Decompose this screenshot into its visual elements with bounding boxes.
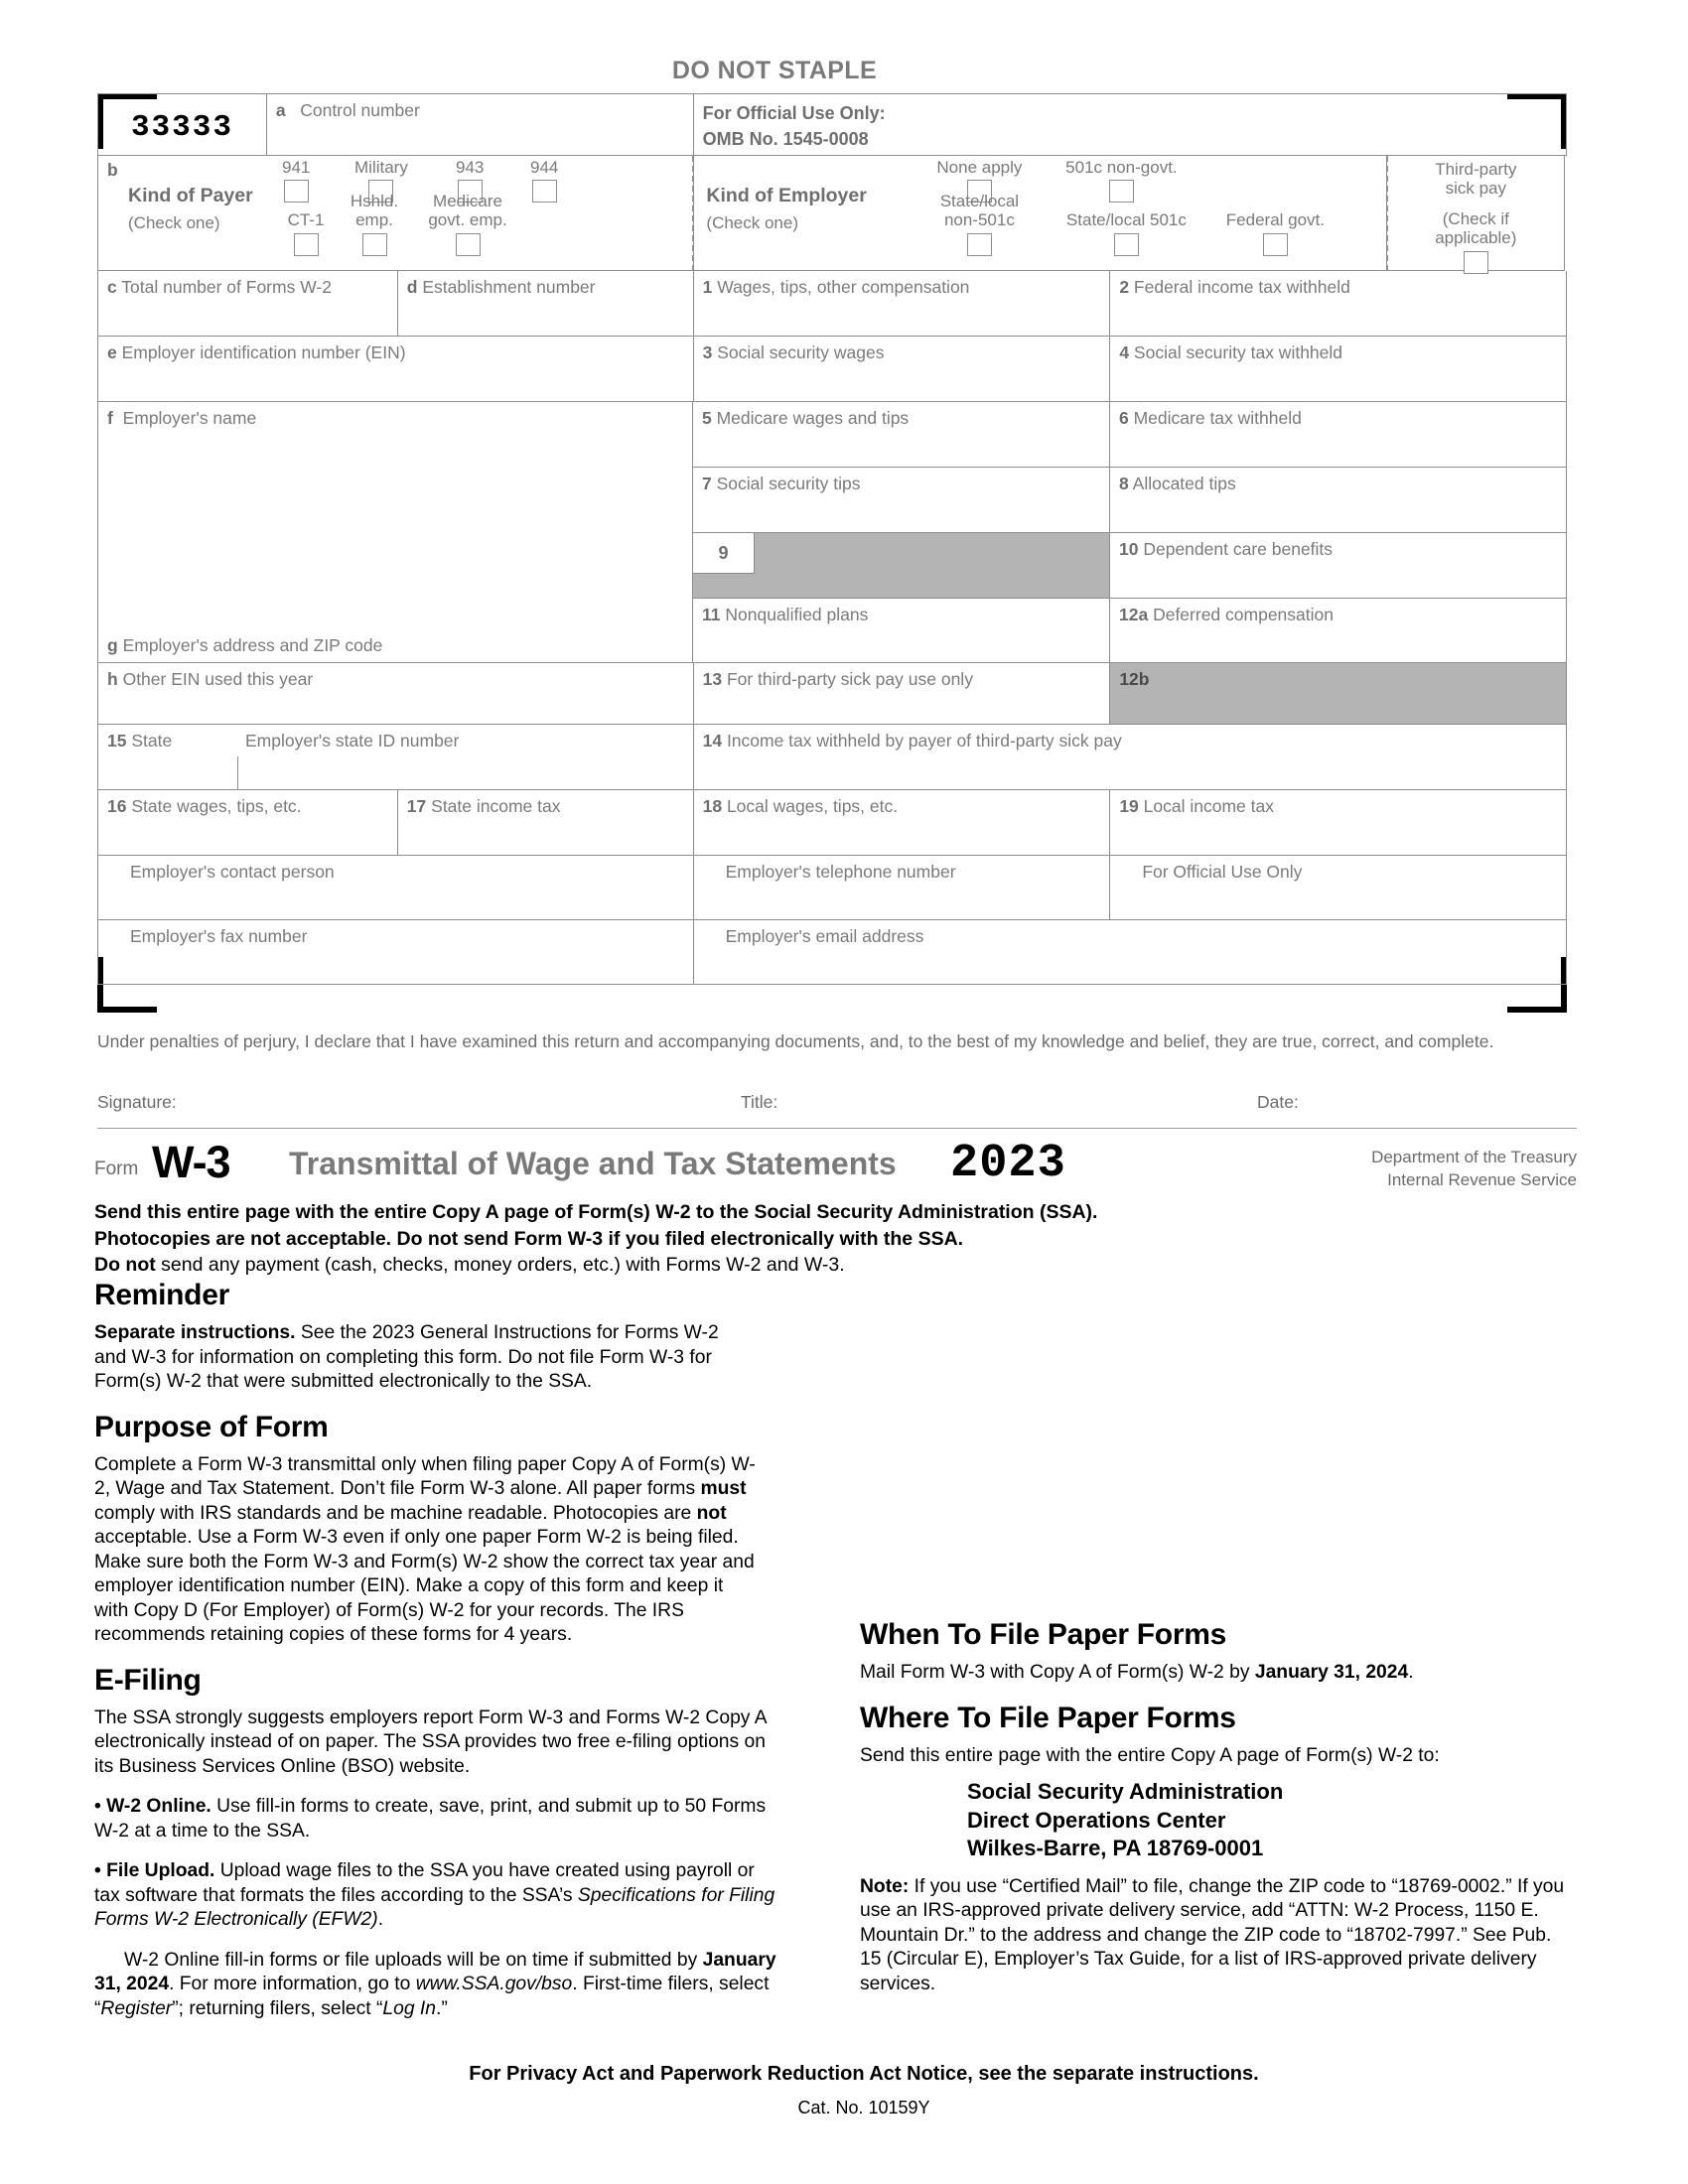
box-15-employer-state-id-label: Employer's state ID number xyxy=(245,731,460,751)
box-19-number: 19 xyxy=(1119,796,1139,816)
form-row-16-19 xyxy=(98,790,1567,856)
employer-federal-govt-checkbox[interactable] xyxy=(1263,233,1288,256)
employer-option-statelocal-non501c xyxy=(924,192,1034,256)
efiling-bullet-2-rest: Upload wage files to the SSA you have created using payroll or tax software that formats the files according to the SSA’s xyxy=(94,1860,755,1906)
kind-of-employer-title: Kind of Employer xyxy=(706,185,867,206)
box-8-number: 8 xyxy=(1119,474,1129,493)
efiling-p2-lead: W-2 Online fill-in forms or file uploads will be on time if submitted by xyxy=(124,1949,703,1971)
form-row-11-12a xyxy=(693,599,1567,663)
employer-contact-person-field[interactable] xyxy=(98,856,694,920)
payer-944-label: 944 xyxy=(530,158,559,177)
box-16-number: 16 xyxy=(107,796,127,816)
box-12b-number: 12b xyxy=(1119,669,1150,689)
employer-email-label: Employer's email address xyxy=(725,926,924,946)
box-10-label: Dependent care benefits xyxy=(1143,539,1334,559)
purpose-p2: comply with IRS standards and be machine readable. Photocopies are xyxy=(94,1502,697,1524)
box-19-local-income-tax[interactable] xyxy=(1110,790,1567,856)
box-1-number: 1 xyxy=(702,277,713,297)
box-13-label: For third-party sick pay use only xyxy=(726,669,973,689)
box-e-label: Employer identification number (EIN) xyxy=(121,342,406,362)
payer-ct1-label: CT-1 xyxy=(287,210,325,229)
send-line-1: Send this entire page with the entire Copy A page of Form(s) W-2 to the Social Security Administration (SSA). xyxy=(94,1201,1098,1223)
efiling-p2-mid: . For more information, go to xyxy=(169,1974,416,1994)
form-row-e-3-4 xyxy=(98,337,1567,402)
form-title-band xyxy=(94,1137,1577,1188)
box-15-state[interactable] xyxy=(98,725,694,790)
payer-option-ct1 xyxy=(280,210,332,256)
control-number-field[interactable] xyxy=(267,94,694,156)
payer-option-medicare-govt xyxy=(413,192,522,256)
form-row-kind xyxy=(98,156,1567,271)
kind-of-payer-subtitle: (Check one) xyxy=(128,213,220,232)
box-14-number: 14 xyxy=(702,731,723,751)
title-label[interactable]: Title: xyxy=(741,1092,778,1112)
box-10-dependent-care[interactable] xyxy=(1110,533,1567,599)
kind-of-employer-subtitle: (Check one) xyxy=(706,213,799,232)
payer-option-941 xyxy=(282,158,310,203)
purpose-heading: Purpose of Form xyxy=(94,1410,329,1443)
payer-941-checkbox[interactable] xyxy=(284,180,309,203)
department-block xyxy=(1371,1147,1577,1191)
catalog-number: Cat. No. 10159Y xyxy=(797,2098,930,2117)
box-11-number: 11 xyxy=(702,605,721,624)
box-c-label: Total number of Forms W-2 xyxy=(121,277,332,297)
signature-row xyxy=(97,1092,1577,1129)
box-18-label: Local wages, tips, etc. xyxy=(726,796,899,816)
box-f-g-employer-name-address[interactable] xyxy=(98,402,693,663)
box-15-number: 15 xyxy=(107,731,127,751)
payer-hshld-checkbox[interactable] xyxy=(362,233,387,256)
box-19-label: Local income tax xyxy=(1143,796,1274,816)
ssa-mailing-address xyxy=(967,1778,1577,1863)
employer-statelocal-501c-checkbox[interactable] xyxy=(1114,233,1139,256)
box-14-income-tax-withheld[interactable] xyxy=(694,725,1567,790)
payer-ct1-checkbox[interactable] xyxy=(294,233,319,256)
perjury-statement: Under penalties of perjury, I declare that I have examined this return and accompanying documents, and, to the best of my knowledge and belief, they are true, correct, and complete. xyxy=(97,1031,1494,1051)
employer-fax-field[interactable] xyxy=(98,920,694,985)
box-d-establishment-number[interactable] xyxy=(398,271,694,337)
box-12a-deferred-compensation[interactable] xyxy=(1110,599,1567,663)
box-6-medicare-tax[interactable] xyxy=(1110,402,1567,468)
control-number-letter: a xyxy=(275,100,286,120)
send-instructions-block xyxy=(94,1199,1326,1279)
form-row-15-14 xyxy=(98,725,1567,790)
where-to-file-note-text: If you use “Certified Mail” to file, change the ZIP code to “18769-0002.” If you use an IRS-approved private delivery service, add “ATTN: W-2 Process, 1150 E. Mountain Dr.” to the address and change the ZIP code to “18702-7997.” See Pub. 15 (Circular E), Employer’s Tax Guide, for a list of IRS-approved private delivery services. xyxy=(860,1875,1565,1994)
employer-telephone-label: Employer's telephone number xyxy=(725,862,956,882)
box-c-total-forms[interactable] xyxy=(98,271,398,337)
send-line-3 xyxy=(94,1252,1326,1279)
send-line-3-rest: send any payment (cash, checks, money orders, etc.) with Forms W-2 and W-3. xyxy=(155,1254,845,1277)
box-2-label: Federal income tax withheld xyxy=(1133,277,1350,297)
box-16-label: State wages, tips, etc. xyxy=(131,796,302,816)
box-12b-shaded xyxy=(1110,663,1567,725)
box-17-number: 17 xyxy=(406,796,427,816)
box-5-label: Medicare wages and tips xyxy=(716,408,910,428)
when-to-file-date: January 31, 2024 xyxy=(1254,1662,1409,1683)
box-1-wages[interactable] xyxy=(694,271,1111,337)
employer-501c-nongovt-checkbox[interactable] xyxy=(1109,180,1134,203)
official-use-only-field xyxy=(1110,856,1567,920)
box-8-allocated-tips[interactable] xyxy=(1110,468,1567,533)
form-row-h-13-12b xyxy=(98,663,1567,725)
employer-fax-label: Employer's fax number xyxy=(130,926,308,946)
corner-bracket-bottom-right-h xyxy=(1507,1007,1567,1013)
box-3-ss-wages[interactable] xyxy=(694,337,1111,402)
form-row-contact xyxy=(98,856,1567,920)
third-party-note-line1: (Check if xyxy=(1442,209,1509,229)
box-1-label: Wages, tips, other compensation xyxy=(717,277,970,297)
box-h-letter: h xyxy=(107,669,118,689)
box-4-label: Social security tax withheld xyxy=(1133,342,1343,362)
box-18-number: 18 xyxy=(702,796,723,816)
third-party-title-line1: Third-party xyxy=(1435,160,1517,179)
efiling-bullet-2-bold: • File Upload. xyxy=(94,1860,215,1881)
send-line-3-bold: Do not xyxy=(94,1254,156,1277)
w3-form-grid xyxy=(97,93,1567,985)
payer-military-label: Military xyxy=(354,158,408,177)
form-row-employer-block xyxy=(98,402,1567,663)
employer-statelocal-non501c-checkbox[interactable] xyxy=(967,233,992,256)
employer-option-statelocal-501c xyxy=(1047,210,1205,256)
box-2-federal-tax[interactable] xyxy=(1110,271,1567,337)
do-not-staple-notice: DO NOT STAPLE xyxy=(671,57,878,84)
tax-year: 2023 xyxy=(950,1138,1066,1190)
kind-of-payer-section xyxy=(98,156,694,271)
reminder-bold-lead: Separate instructions. xyxy=(94,1322,296,1343)
box-12a-number: 12a xyxy=(1119,605,1149,624)
box-7-ss-tips[interactable] xyxy=(693,468,1110,533)
kind-of-payer-title: Kind of Payer xyxy=(128,185,253,206)
payer-hshld-label-line1: Hshld. xyxy=(350,192,399,210)
box-11-label: Nonqualified plans xyxy=(725,605,869,624)
efiling-bso-url[interactable]: www.SSA.gov/bso xyxy=(415,1974,573,1994)
when-to-file-heading: When To File Paper Forms xyxy=(860,1618,1226,1651)
send-line-2: Photocopies are not acceptable. Do not send Form W-3 if you filed electronically with the SSA. xyxy=(94,1227,964,1250)
third-party-title-line2: sick pay xyxy=(1445,179,1507,199)
efiling-bullet-2-tail: . xyxy=(377,1909,384,1930)
form-row-control xyxy=(98,94,1567,156)
corner-bracket-bottom-left-h xyxy=(97,1007,157,1013)
ssa-address-line-2: Direct Operations Center xyxy=(967,1807,1226,1833)
form-row-5-6 xyxy=(693,402,1567,468)
employer-option-501c-nongovt xyxy=(1052,158,1191,203)
box-e-letter: e xyxy=(107,342,117,362)
box-4-number: 4 xyxy=(1119,342,1130,362)
official-use-only-label: For Official Use Only xyxy=(1142,862,1303,882)
form-row-fax-email xyxy=(98,920,1567,985)
box-8-label: Allocated tips xyxy=(1132,474,1236,493)
when-to-file-body xyxy=(860,1661,1577,1686)
box-f-letter: f xyxy=(107,408,113,428)
payer-medicare-checkbox[interactable] xyxy=(456,233,481,256)
box-3-label: Social security wages xyxy=(717,342,885,362)
box-5-number: 5 xyxy=(702,408,712,428)
reminder-body-text: See the 2023 General Instructions for Forms W-2 and W-3 for information on completing this form. Do not file Form W-3 for Form(s) W-2 that were submitted electronically to the SSA. xyxy=(94,1322,719,1392)
official-use-omb-cell xyxy=(694,94,1567,156)
date-label[interactable]: Date: xyxy=(1257,1092,1299,1112)
box-10-number: 10 xyxy=(1119,539,1139,559)
efiling-p2-mid3: ”; returning filers, select “ xyxy=(172,1997,383,2019)
employer-statelocal-non501c-line2: non-501c xyxy=(943,210,1015,230)
box-14-label: Income tax withheld by payer of third-party sick pay xyxy=(726,731,1122,751)
employer-telephone-field[interactable] xyxy=(694,856,1111,920)
efiling-bullet-2-italic: Specifications for Filing Forms W-2 Electronically (EFW2) xyxy=(94,1884,775,1930)
efiling-register-word: Register xyxy=(100,1997,173,2019)
department-line2: Internal Revenue Service xyxy=(1387,1169,1577,1189)
department-line1: Department of the Treasury xyxy=(1371,1148,1577,1166)
box-13-number: 13 xyxy=(702,669,723,689)
efiling-bullet-1 xyxy=(94,1795,779,1843)
box-e-ein[interactable] xyxy=(98,337,694,402)
box-d-letter: d xyxy=(406,277,418,297)
boxes-5-to-12a-stack xyxy=(693,402,1567,663)
official-use-line1: For Official Use Only: xyxy=(702,103,886,123)
control-number-label: Control number xyxy=(300,100,420,120)
box-6-number: 6 xyxy=(1119,408,1129,428)
employer-statelocal-501c-label: State/local 501c xyxy=(1065,210,1187,229)
box-17-state-income-tax[interactable] xyxy=(398,790,694,856)
form-row-c-d-1-2 xyxy=(98,271,1567,337)
box-12a-label: Deferred compensation xyxy=(1153,605,1334,624)
box-17-label: State income tax xyxy=(431,796,561,816)
third-party-sick-pay-section xyxy=(1386,156,1565,271)
employer-email-field[interactable] xyxy=(694,920,1567,985)
omb-number: OMB No. 1545-0008 xyxy=(702,129,869,150)
form-row-7-8 xyxy=(693,468,1567,533)
form-word-label: Form xyxy=(94,1159,139,1179)
employer-contact-person-label: Employer's contact person xyxy=(130,862,335,882)
privacy-act-notice: For Privacy Act and Paperwork Reduction Act Notice, see the separate instructions. xyxy=(469,2063,1259,2085)
where-to-file-note xyxy=(860,1875,1577,1997)
left-instruction-column xyxy=(94,1279,801,2037)
third-party-note-line2: applicable) xyxy=(1435,228,1517,248)
box-11-nonqualified-plans[interactable] xyxy=(693,599,1110,663)
payer-medicare-label-line1: Medicare xyxy=(433,192,502,210)
box-g-letter: g xyxy=(107,634,118,655)
box-3-number: 3 xyxy=(702,342,713,362)
payer-943-label: 943 xyxy=(456,158,485,177)
right-instruction-column xyxy=(860,1618,1577,2012)
employer-federal-govt-label: Federal govt. xyxy=(1225,210,1326,229)
control-number-value-cell[interactable] xyxy=(98,94,267,156)
payer-option-944 xyxy=(530,158,558,203)
ssa-address-line-1: Social Security Administration xyxy=(967,1779,1284,1804)
efiling-login-word: Log In xyxy=(382,1997,436,2019)
box-f-row xyxy=(107,408,683,429)
purpose-not: not xyxy=(696,1502,727,1524)
reminder-body xyxy=(94,1321,735,1395)
box-h-other-ein[interactable] xyxy=(98,663,694,725)
efiling-p2-tail: .” xyxy=(436,1997,448,2019)
form-row-9-10 xyxy=(693,533,1567,599)
box-7-label: Social security tips xyxy=(716,474,861,493)
efiling-bullet-2 xyxy=(94,1859,779,1933)
box-g-row xyxy=(107,635,382,656)
box-9-shaded xyxy=(693,533,1110,599)
employer-statelocal-non501c-line1: State/local xyxy=(939,192,1020,210)
box-d-label: Establishment number xyxy=(422,277,596,297)
box-h-label: Other EIN used this year xyxy=(122,669,314,689)
employer-none-apply-label: None apply xyxy=(936,158,1023,177)
where-to-file-note-label: Note: xyxy=(860,1875,910,1897)
purpose-p3: acceptable. Use a Form W-3 even if only one paper Form W-2 is being filed. Make sure both the Form W-3 and Form(s) W-2 show the correct tax year and employer identification number (EIN). Make a copy of this form and keep it with Copy D (For Employer) of Form(s) W-2 for your records. The IRS recommends retaining copies of these forms for 4 years. xyxy=(94,1527,755,1645)
when-to-file-lead: Mail Form W-3 with Copy A of Form(s) W-2 by xyxy=(860,1662,1255,1683)
employer-501c-nongovt-label: 501c non-govt. xyxy=(1065,158,1178,177)
when-to-file-tail: . xyxy=(1408,1662,1414,1683)
box-13-third-party-sick-pay[interactable] xyxy=(694,663,1111,725)
box-f-label: Employer's name xyxy=(122,408,257,428)
box-15-label: State xyxy=(131,731,173,751)
box-6-label: Medicare tax withheld xyxy=(1133,408,1302,428)
box-18-local-wages[interactable] xyxy=(694,790,1111,856)
control-number-value: 33333 xyxy=(130,110,233,145)
box-g-label: Employer's address and ZIP code xyxy=(122,634,383,655)
efiling-bullet-1-bold: • W-2 Online. xyxy=(94,1796,211,1817)
efiling-p1: The SSA strongly suggests employers report Form W-3 and Forms W-2 Copy A electronically instead of on paper. The SSA provides two free e-filing options on its Business Services Online (BSO) website. xyxy=(94,1706,767,1777)
efiling-bullet-1-rest: Use fill-in forms to create, save, print, and submit up to 50 Forms W-2 at a time to the SSA. xyxy=(94,1796,767,1842)
box-7-number: 7 xyxy=(702,474,712,493)
where-to-file-body: Send this entire page with the entire Copy A page of Form(s) W-2 to: xyxy=(860,1744,1440,1766)
purpose-p1: Complete a Form W-3 transmittal only when filing paper Copy A of Form(s) W-2, Wage and Tax Statement. Don’t file Form W-3 alone. All paper forms xyxy=(94,1453,756,1499)
reminder-heading: Reminder xyxy=(94,1279,229,1311)
form-number-w3: W-3 xyxy=(152,1137,230,1187)
box-9-number: 9 xyxy=(718,542,729,563)
ssa-address-line-3: Wilkes-Barre, PA 18769-0001 xyxy=(967,1836,1264,1861)
box-15-state-divider xyxy=(237,756,238,790)
payer-941-label: 941 xyxy=(282,158,311,177)
box-16-state-wages[interactable] xyxy=(98,790,398,856)
where-to-file-heading: Where To File Paper Forms xyxy=(860,1701,1236,1734)
purpose-must: must xyxy=(700,1478,747,1499)
signature-label[interactable]: Signature: xyxy=(97,1092,177,1112)
efiling-heading: E-Filing xyxy=(94,1663,202,1697)
efiling-p2 xyxy=(94,1949,779,2022)
employer-option-federal-govt xyxy=(1210,210,1339,256)
payer-hshld-label-line2: emp. xyxy=(355,210,393,230)
kind-of-payer-letter: b xyxy=(107,160,118,180)
box-2-number: 2 xyxy=(1119,277,1130,297)
payer-medicare-label-line2: govt. emp. xyxy=(428,210,507,230)
efiling-p2-deadline: January 31, 2024 xyxy=(94,1949,776,1994)
kind-of-employer-section xyxy=(692,156,1387,271)
purpose-body xyxy=(94,1453,762,1648)
box-5-medicare-wages[interactable] xyxy=(693,402,1110,468)
box-9-number-tab xyxy=(693,533,755,574)
payer-944-checkbox[interactable] xyxy=(532,180,557,203)
form-title-text: Transmittal of Wage and Tax Statements xyxy=(289,1146,897,1181)
box-c-letter: c xyxy=(107,277,117,297)
box-4-ss-tax[interactable] xyxy=(1110,337,1567,402)
efiling-p2-mid2: . First-time filers, select “ xyxy=(94,1974,770,2019)
payer-option-hshld xyxy=(344,192,405,256)
